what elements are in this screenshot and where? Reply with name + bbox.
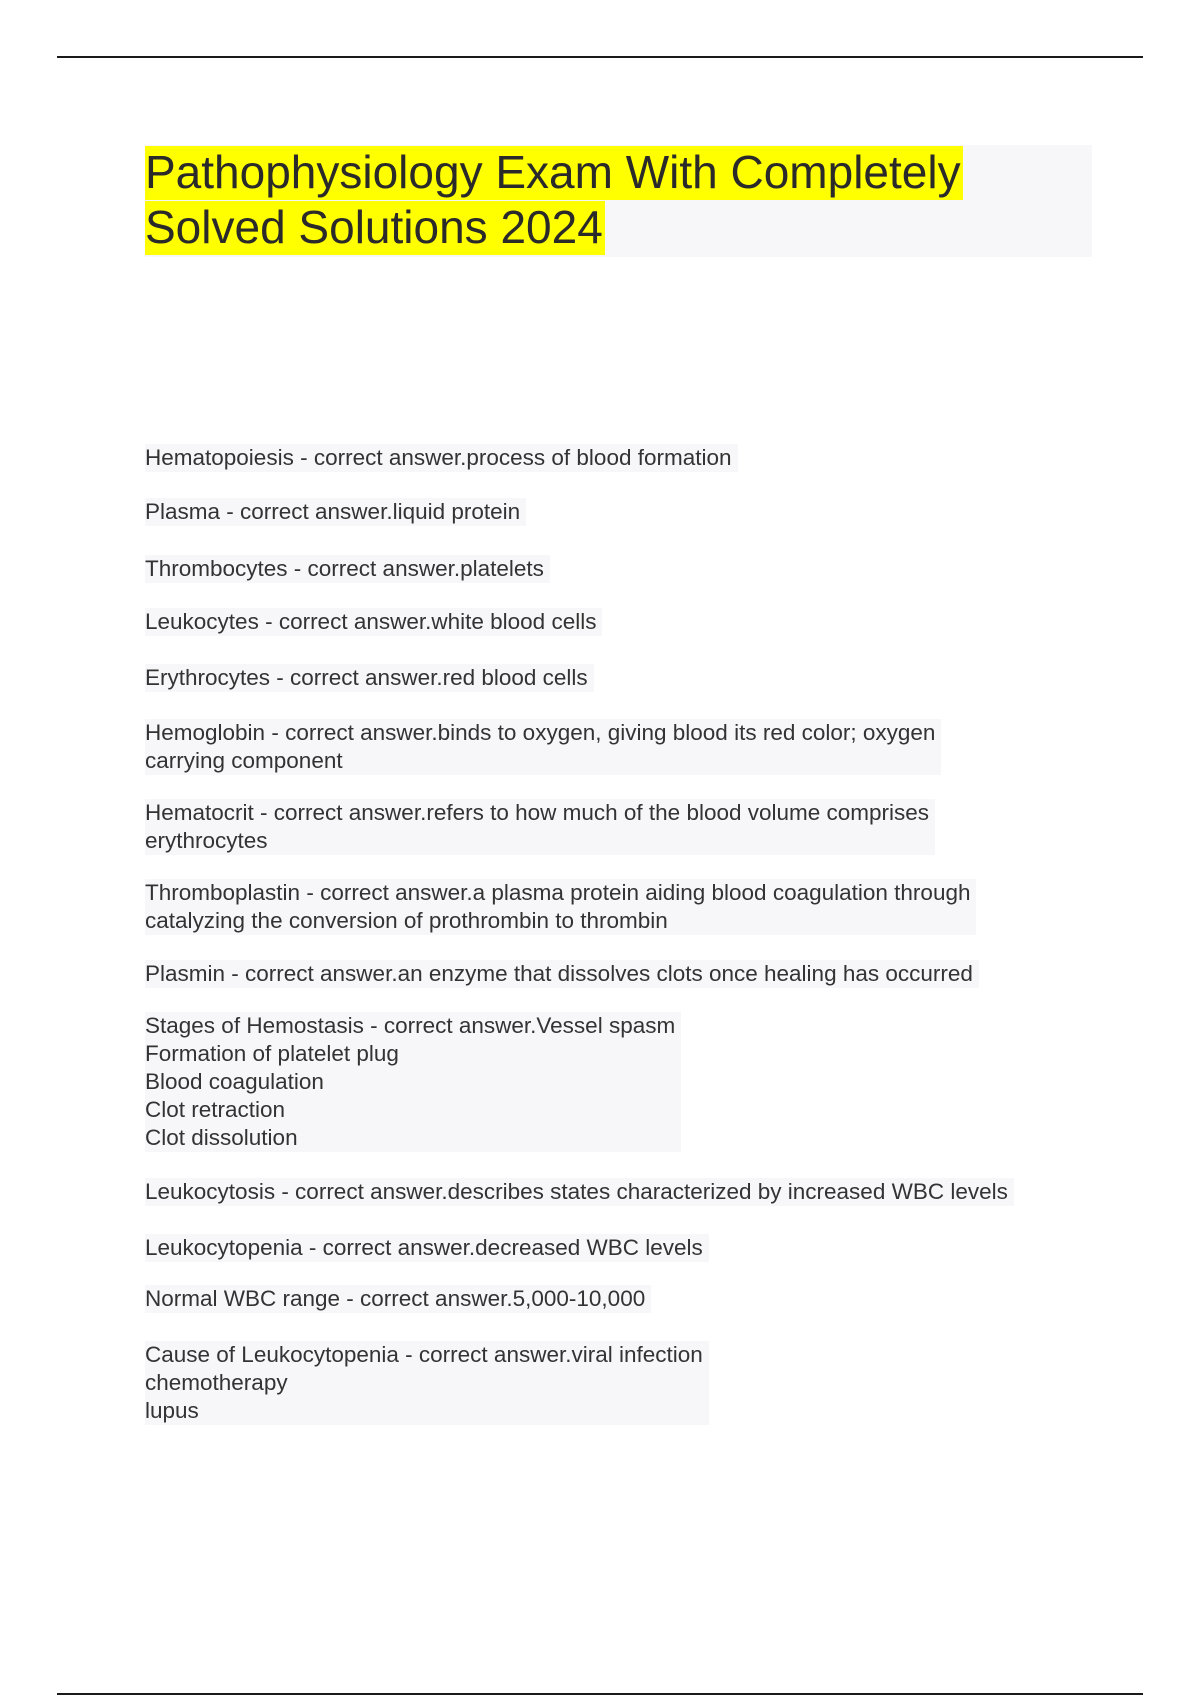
qa-item-text (145, 879, 976, 935)
qa-item-text (145, 664, 594, 692)
qa-item (145, 608, 1105, 636)
qa-question-line: Plasma - correct answer.liquid protein (145, 499, 521, 524)
qa-question-line: Leukocytosis - correct answer.describes states characterized by increased WBC levels (145, 1179, 1008, 1204)
qa-item (145, 879, 1105, 935)
qa-item (145, 1012, 1105, 1152)
qa-answer-line: Blood coagulation (145, 1069, 324, 1094)
qa-item-text (145, 1285, 651, 1313)
title-line-1: Pathophysiology Exam With Completely (145, 146, 961, 198)
title-line-2: Solved Solutions 2024 (145, 201, 603, 253)
qa-question-line: Erythrocytes - correct answer.red blood cells (145, 665, 588, 690)
qa-item-text (145, 1012, 681, 1152)
qa-item (145, 664, 1105, 692)
qa-question-line: Leukocytes - correct answer.white blood cells (145, 609, 597, 634)
qa-item-text (145, 444, 738, 472)
qa-answer-line: lupus (145, 1398, 199, 1423)
qa-item (145, 1234, 1105, 1262)
qa-question-line: Thromboplastin - correct answer.a plasma protein aiding blood coagulation through (145, 880, 971, 905)
qa-item-text (145, 555, 550, 583)
qa-item (145, 960, 1105, 988)
qa-answer-line: erythrocytes (145, 828, 268, 853)
qa-item (145, 719, 1105, 775)
qa-question-line: Hematopoiesis - correct answer.process of blood formation (145, 445, 732, 470)
qa-answer-line: chemotherapy (145, 1370, 288, 1395)
bottom-rule (57, 1693, 1143, 1695)
qa-question-line: Hemoglobin - correct answer.binds to oxygen, giving blood its red color; oxygen (145, 720, 936, 745)
qa-item-text (145, 799, 935, 855)
qa-item (145, 1178, 1105, 1206)
qa-answer-line: Formation of platelet plug (145, 1041, 399, 1066)
qa-question-line: Thrombocytes - correct answer.platelets (145, 556, 544, 581)
qa-answer-line: Clot dissolution (145, 1125, 298, 1150)
qa-question-line: Hematocrit - correct answer.refers to how much of the blood volume comprises (145, 800, 930, 825)
qa-answer-line: Clot retraction (145, 1097, 286, 1122)
qa-question-line: Stages of Hemostasis - correct answer.Vessel spasm (145, 1013, 676, 1038)
qa-question-line: Cause of Leukocytopenia - correct answer.viral infection (145, 1342, 703, 1367)
qa-question-line: Leukocytopenia - correct answer.decreased WBC levels (145, 1235, 703, 1260)
top-rule (57, 56, 1143, 58)
qa-item-text (145, 719, 941, 775)
qa-item-text (145, 498, 526, 526)
qa-item (145, 799, 1105, 855)
qa-item-text (145, 1341, 709, 1425)
qa-item-text (145, 1234, 709, 1262)
qa-item (145, 1285, 1105, 1313)
document-title (145, 145, 1092, 255)
qa-answer-line: catalyzing the conversion of prothrombin to thrombin (145, 908, 668, 933)
qa-item-text (145, 608, 602, 636)
qa-list (145, 419, 1105, 1425)
qa-answer-line: carrying component (145, 748, 343, 773)
qa-item (145, 498, 1105, 526)
qa-item-text (145, 1178, 1014, 1206)
qa-item-text (145, 960, 979, 988)
qa-question-line: Normal WBC range - correct answer.5,000-10,000 (145, 1286, 646, 1311)
qa-question-line: Plasmin - correct answer.an enzyme that dissolves clots once healing has occurred (145, 961, 973, 986)
title-block (145, 145, 1092, 257)
qa-item (145, 444, 1105, 472)
qa-item (145, 1341, 1105, 1425)
qa-item (145, 555, 1105, 583)
